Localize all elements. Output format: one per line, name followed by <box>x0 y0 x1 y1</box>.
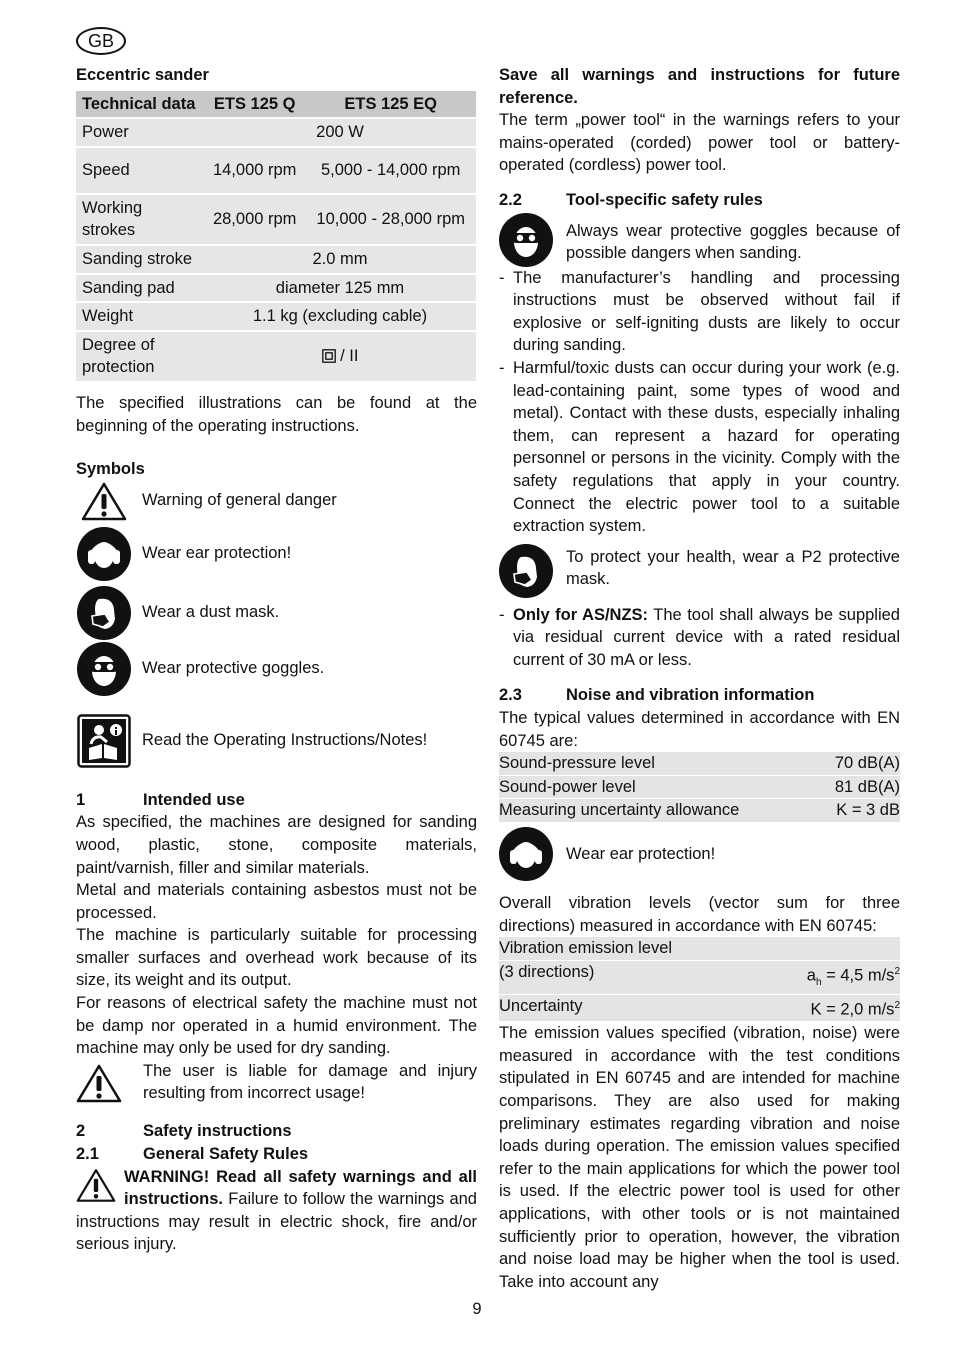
section-safety-heading <box>76 1120 477 1143</box>
table-row <box>499 995 900 1021</box>
asnzs-bold: Only for AS/NZS: <box>513 605 649 624</box>
row-value: 1.1 kg (excluding cable) <box>204 303 476 330</box>
general-warning-text <box>76 1166 477 1256</box>
table-row <box>76 195 476 244</box>
header-technical-data: Technical data <box>76 91 204 118</box>
table-row <box>499 799 900 822</box>
protection-class-text: / II <box>340 347 359 366</box>
row-value: 2.0 mm <box>204 246 476 273</box>
protection-class-icon <box>322 349 336 363</box>
noise-value: K = 3 dB <box>836 801 900 820</box>
technical-data-table <box>76 89 476 383</box>
symbol-row <box>76 641 477 697</box>
asnzs-rest: The tool shall always be supplied via residual current device with a rated residual current of 30 mA or less. <box>513 605 900 669</box>
right-column <box>499 64 900 1293</box>
symbol-row <box>76 523 477 585</box>
goggles-instruction-text: Always wear protective goggles because of possible dangers when sanding. <box>566 221 900 263</box>
symbols-title: Symbols <box>76 460 145 479</box>
warning-triangle-icon <box>76 1167 116 1203</box>
row-value-q: 14,000 rpm <box>204 148 305 193</box>
section-title: Noise and vibration information <box>566 686 815 705</box>
emission-text: The emission values specified (vibration, noise) were measured in accordance with the test conditions stipulated in EN 60745 and are intended for machine comparisons. They are also used for making preliminary estimates regarding vibration and noise loads during operation. The emission values specified refer to the main applications for which the power tool is used. If the electric power tool is used for other applications, with other tools or is not maintained sufficiently prior to operation, however, the vibration and noise load may be higher when the tool is used. Take into account any <box>499 1024 900 1291</box>
row-label: Degree of protection <box>76 332 204 381</box>
intended-use-paragraph: As specified, the machines are designed for sanding wood, plastic, stone, composite materials, paint/varnish, filler and similar materials. <box>76 813 477 877</box>
vibration-title: Vibration emission level <box>499 939 673 958</box>
product-title: Eccentric sander <box>76 66 209 84</box>
mask-instruction-text: To protect your health, wear a P2 protective mask. <box>566 547 900 589</box>
section-number: 1 <box>76 790 86 809</box>
table-row <box>499 937 900 960</box>
intended-use-paragraph: Metal and materials containing asbestos must not be processed. <box>76 881 477 922</box>
left-column <box>76 64 477 1256</box>
table-row <box>499 752 900 775</box>
ear-protection-icon <box>499 827 553 881</box>
vibration-value: $a_h = 4,5$ $m/s^2$ <box>806 965 900 988</box>
row-value: 200 W <box>204 119 476 146</box>
section-number: 2.1 <box>76 1145 99 1164</box>
row-label: Weight <box>76 303 204 330</box>
intended-use-paragraph: The machine is particularly suitable for processing smaller surfaces and overhead work because of its size, its weight and its output. <box>76 926 477 990</box>
row-label: Sanding pad <box>76 275 204 302</box>
save-instructions-heading: Save all warnings and instructions for future reference. <box>499 66 900 107</box>
symbol-row <box>76 481 477 521</box>
table-row <box>76 303 476 330</box>
goggles-instruction <box>499 213 900 267</box>
table-row <box>76 275 476 302</box>
row-label: Power <box>76 119 204 146</box>
row-value-eq: 10,000 - 28,000 rpm <box>305 195 476 244</box>
ear-protection-icon <box>77 527 131 581</box>
list-item: - The manufacturer’s handling and processing instructions must be observed without fail if explosive or self-igniting dusts are likely to occur during sanding. <box>499 267 900 357</box>
warning-triangle-icon <box>76 1063 122 1103</box>
list-item: - Harmful/toxic dusts can occur during your work (e.g. lead-containing paint, some types of wood and metal). Contact with these dusts, especially inhaling them, can represent a hazard for operating personnel or persons in the vicinity. Comply with the safety regulations that apply in your country. Connect the electric power tool to a suitable extraction system. <box>499 357 900 538</box>
power-tool-note: The term „power tool“ in the warnings refers to your mains-operated (corded) power tool or battery-operated (cordless) power tool. <box>499 111 900 175</box>
liability-warning-text: The user is liable for damage and injury resulting from incorrect usage! <box>143 1061 477 1103</box>
row-label: Speed <box>76 148 204 193</box>
noise-label: Sound-power level <box>499 777 636 796</box>
general-warning-bold: WARNING! Read all safety warnings and all instructions. <box>124 1167 477 1209</box>
header-ets-125-q: ETS 125 Q <box>204 91 305 118</box>
asnzs-list <box>499 604 900 672</box>
general-warning-rest: Failure to follow the warnings and instructions may result in electric shock, fire and/or serious injury. <box>76 1190 477 1254</box>
section-title: Intended use <box>143 790 245 809</box>
symbol-text: Wear a dust mask. <box>142 603 280 622</box>
section-number: 2.3 <box>499 686 522 705</box>
noise-label: Sound-pressure level <box>499 754 655 773</box>
vibration-table <box>499 937 900 1021</box>
symbol-row <box>76 713 477 769</box>
vibration-intro: Overall vibration levels (vector sum for three directions) measured in accordance with EN 60745: <box>499 894 900 935</box>
section-title: Safety instructions <box>143 1122 292 1141</box>
table-row <box>499 776 900 799</box>
table-row <box>499 961 900 994</box>
uncertainty-value: K = 2,0 $m/s^2$ <box>810 1000 900 1019</box>
symbol-row <box>76 585 477 641</box>
language-badge: GB <box>76 27 126 55</box>
intended-use-paragraph: For reasons of electrical safety the machine must not be damp nor operated in a humid environment. The machine may only be used for dry sanding. <box>76 994 477 1058</box>
noise-value: 70 dB(A) <box>834 754 900 773</box>
row-value-q: 28,000 rpm <box>204 195 305 244</box>
warning-triangle-icon <box>81 481 127 521</box>
vibration-label: (3 directions) <box>499 962 595 981</box>
symbol-text: Warning of general danger <box>142 491 337 510</box>
goggles-icon <box>77 642 131 696</box>
row-label: Sanding stroke <box>76 246 204 273</box>
symbol-text: Wear ear protection! <box>142 544 292 563</box>
row-value-protection <box>204 332 476 381</box>
section-tool-specific-heading <box>499 189 900 212</box>
subsection-general-safety-heading <box>76 1143 477 1166</box>
uncertainty-label: Uncertainty <box>499 997 583 1016</box>
section-title: General Safety Rules <box>143 1145 309 1164</box>
noise-intro: The typical values determined in accordance with EN 60745 are: <box>499 709 900 750</box>
table-row <box>76 119 476 146</box>
mask-instruction <box>499 544 900 598</box>
dust-mask-icon <box>499 544 553 598</box>
tool-safety-list <box>499 267 900 538</box>
row-label: Working strokes <box>76 195 204 244</box>
goggles-icon <box>499 213 553 267</box>
section-title: Tool-specific safety rules <box>566 190 763 209</box>
section-intended-use-heading <box>76 789 477 812</box>
list-item <box>499 604 900 672</box>
ear-protection-note <box>499 826 900 882</box>
liability-warning <box>76 1060 477 1110</box>
table-header-row <box>76 91 476 118</box>
table-row <box>76 332 476 381</box>
symbol-text: Wear protective goggles. <box>142 659 325 678</box>
symbol-text: Read the Operating Instructions/Notes! <box>142 731 428 750</box>
table-row <box>76 148 476 193</box>
read-manual-icon <box>77 714 131 768</box>
noise-label: Measuring uncertainty allowance <box>499 801 740 820</box>
ear-protection-text: Wear ear protection! <box>566 844 716 863</box>
row-value: diameter 125 mm <box>204 275 476 302</box>
page-number: 9 <box>472 1300 482 1318</box>
section-number: 2.2 <box>499 190 522 209</box>
table-row <box>76 246 476 273</box>
noise-table <box>499 752 900 822</box>
illustrations-note: The specified illustrations can be found at the beginning of the operating instructions. <box>76 393 477 435</box>
section-noise-heading <box>499 684 900 707</box>
row-value-eq: 5,000 - 14,000 rpm <box>305 148 476 193</box>
dust-mask-icon <box>77 586 131 640</box>
section-number: 2 <box>76 1122 86 1141</box>
noise-value: 81 dB(A) <box>834 777 900 796</box>
header-ets-125-eq: ETS 125 EQ <box>305 91 476 118</box>
